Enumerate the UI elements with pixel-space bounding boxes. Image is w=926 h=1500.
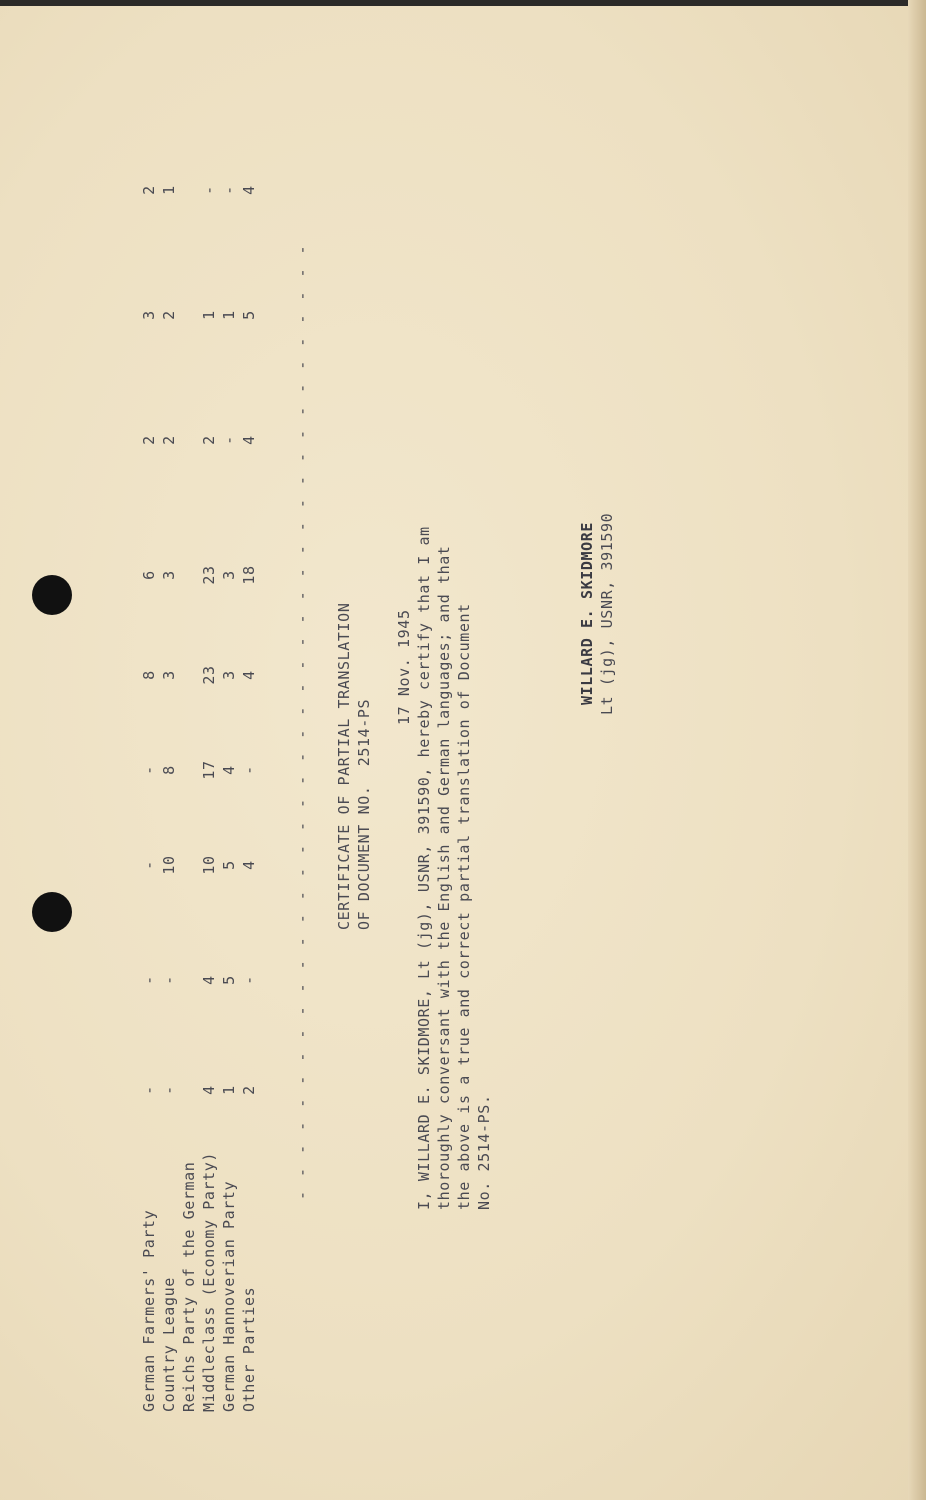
table-cell: 4 [240,435,258,445]
row-label: Reichs Party of the German [180,1161,198,1412]
table-cell: 1 [220,1085,238,1095]
signature-name: WILLARD E. SKIDMORE [578,522,596,705]
table-cell: 3 [160,570,178,580]
table-cell: 4 [240,860,258,870]
row-label: German Hannoverian Party [220,1180,238,1412]
table-cell: 4 [200,1085,218,1095]
table-cell: - [160,1085,178,1095]
table-cell: 2 [160,310,178,320]
table-cell: 1 [220,310,238,320]
row-label: Other Parties [240,1286,258,1412]
table-cell: 18 [240,565,258,585]
certificate-date: 17 Nov. 1945 [395,609,413,725]
table-cell: - [140,975,158,985]
table-cell: 4 [240,670,258,680]
separator-line: - - - - - - - - - - - - - - - - - - - - - - - - - - - - - - - - - - - - - - - - - - [293,242,311,1200]
row-label: Middleclass (Economy Party) [200,1151,218,1412]
certificate-body-line: thoroughly conversant with the English and German languages; and that [435,545,453,1210]
table-cell: - [160,975,178,985]
table-cell: - [200,185,218,195]
table-cell: 2 [200,435,218,445]
certificate-heading: CERTIFICATE OF PARTIAL TRANSLATION [335,602,353,930]
table-cell: 3 [140,310,158,320]
table-cell: 4 [200,975,218,985]
table-cell: - [240,975,258,985]
signature-title: Lt (jg), USNR, 391590 [598,512,616,715]
table-cell: 4 [220,765,238,775]
table-cell: 3 [220,670,238,680]
table-cell: - [140,765,158,775]
table-cell: 8 [140,670,158,680]
table-cell: 5 [240,310,258,320]
table-cell: - [140,1085,158,1095]
table-cell: 1 [200,310,218,320]
table-cell: - [240,765,258,775]
table-cell: 3 [220,570,238,580]
certificate-heading-docno: OF DOCUMENT NO. 2514-PS [355,698,373,930]
row-label: Country League [160,1277,178,1412]
table-cell: 4 [240,185,258,195]
table-cell: 23 [200,565,218,585]
table-cell: 17 [200,760,218,780]
table-cell: 2 [160,435,178,445]
table-cell: 8 [160,765,178,775]
certificate-body-line: I, WILLARD E. SKIDMORE, Lt (jg), USNR, 391590, hereby certify that I am [415,526,433,1210]
row-label: German Farmers' Party [140,1209,158,1412]
table-cell: 5 [220,975,238,985]
table-cell: 5 [220,860,238,870]
table-cell: - [140,860,158,870]
table-cell: 1 [160,185,178,195]
certificate-body-line: the above is a true and correct partial translation of Document [455,603,473,1210]
table-cell: - [220,435,238,445]
table-cell: 10 [160,855,178,875]
table-cell: - [220,185,238,195]
table-cell: 6 [140,570,158,580]
certificate-body-line: No. 2514-PS. [475,1094,493,1210]
table-cell: 2 [140,435,158,445]
table-cell: 10 [200,855,218,875]
table-cell: 23 [200,665,218,685]
table-cell: 2 [240,1085,258,1095]
table-cell: 3 [160,670,178,680]
table-cell: 2 [140,185,158,195]
